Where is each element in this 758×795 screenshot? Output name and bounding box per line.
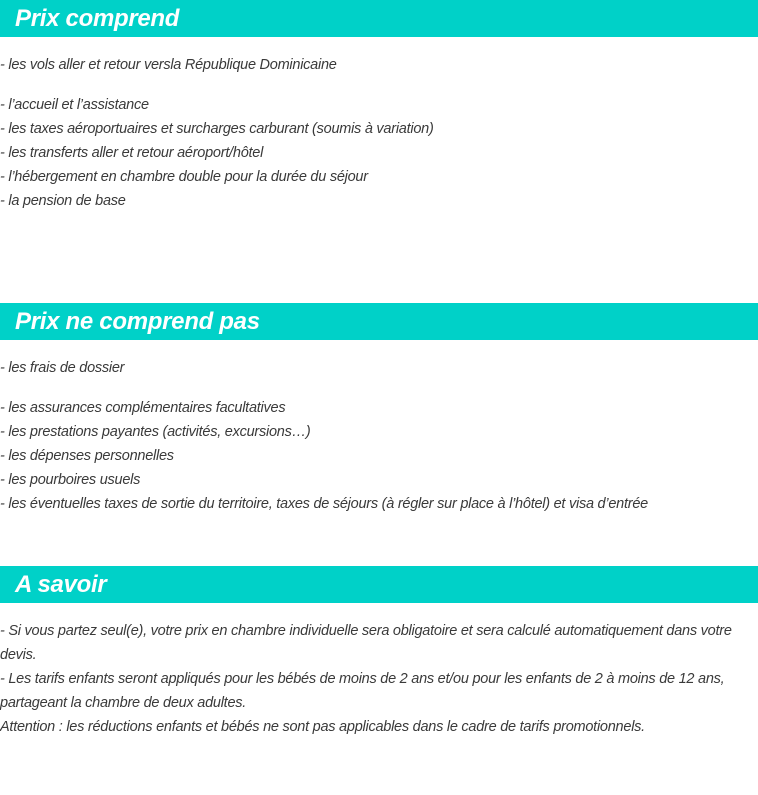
excluded-banner xyxy=(0,303,758,340)
good-to-know-title: A savoir xyxy=(15,571,107,598)
included-item: - les transferts aller et retour aéroport/hôtel xyxy=(0,145,264,161)
excluded-item: - les pourboires usuels xyxy=(0,472,141,488)
included-item: - l’accueil et l’assistance xyxy=(0,97,149,113)
single-room-note-line: devis. xyxy=(0,647,37,663)
included-item: - la pension de base xyxy=(0,193,126,209)
included-item: - l’hébergement en chambre double pour la durée du séjour xyxy=(0,169,368,185)
good-to-know-section xyxy=(0,566,758,739)
included-section xyxy=(0,0,758,213)
included-item: - les taxes aéroportuaires et surcharges carburant (soumis à variation) xyxy=(0,121,434,137)
excluded-item: - les éventuelles taxes de sortie du territoire, taxes de séjours (à régler sur place à l’hôtel) et visa d’entrée xyxy=(0,496,648,512)
included-list xyxy=(0,37,758,213)
single-room-note-line: - Si vous partez seul(e), votre prix en chambre individuelle sera obligatoire et sera calculé automatiquement dans votre xyxy=(0,623,732,639)
excluded-section xyxy=(0,303,758,516)
attention-note: Attention : les réductions enfants et bébés ne sont pas applicables dans le cadre de tarifs promotionnels. xyxy=(0,719,645,735)
excluded-title: Prix ne comprend pas xyxy=(15,308,260,335)
excluded-item: - les dépenses personnelles xyxy=(0,448,174,464)
good-to-know-text xyxy=(0,603,758,739)
included-title: Prix comprend xyxy=(15,5,180,32)
included-item: - les vols aller et retour versla République Dominicaine xyxy=(0,57,337,73)
excluded-item: - les prestations payantes (activités, excursions…) xyxy=(0,424,311,440)
children-rates-note-line: partageant la chambre de deux adultes. xyxy=(0,695,247,711)
excluded-item: - les assurances complémentaires facultatives xyxy=(0,400,286,416)
good-to-know-banner xyxy=(0,566,758,603)
children-rates-note-line: - Les tarifs enfants seront appliqués pour les bébés de moins de 2 ans et/ou pour les enfants de 2 à moins de 12 ans, xyxy=(0,671,725,687)
excluded-list xyxy=(0,340,758,516)
included-banner xyxy=(0,0,758,37)
excluded-item: - les frais de dossier xyxy=(0,360,125,376)
